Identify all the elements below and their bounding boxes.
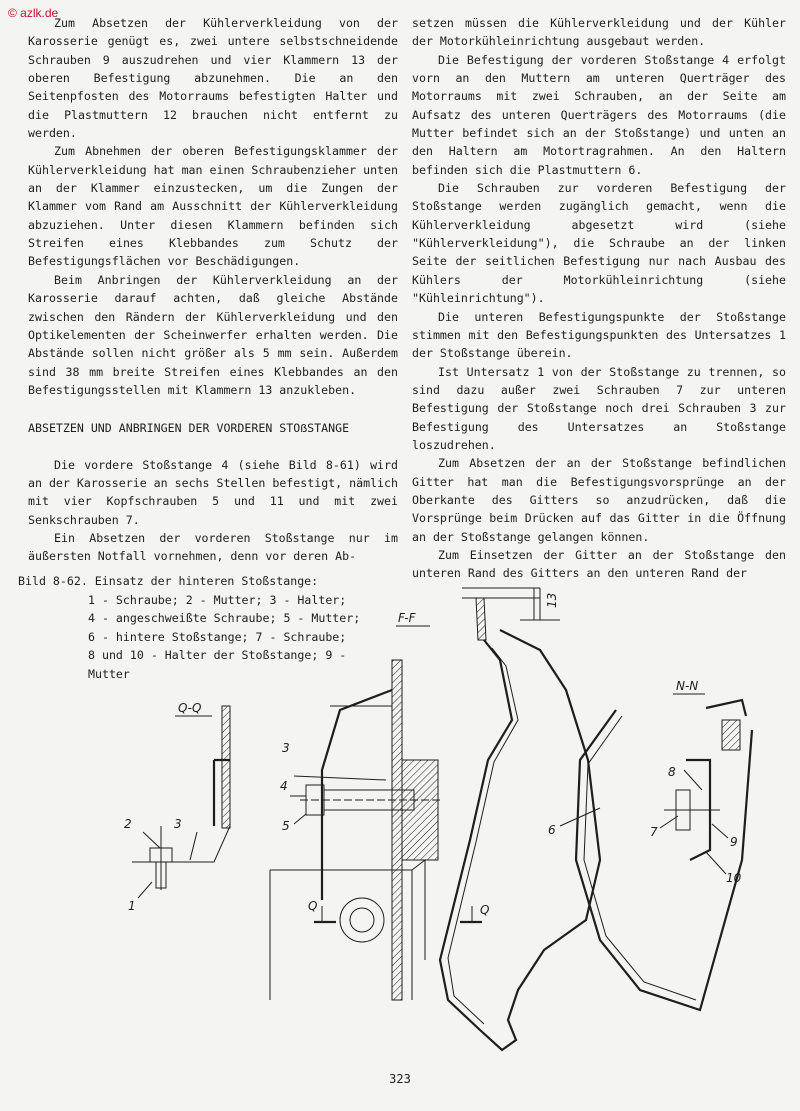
page-number: 323 (389, 1072, 411, 1086)
label-qq: Q-Q (178, 701, 202, 715)
caption-line: 1 - Schraube; 2 - Mutter; 3 - Halter; (88, 592, 347, 607)
hole (340, 898, 384, 942)
caption-line: 8 und 10 - Halter der Stoßstange; 9 - (88, 648, 347, 662)
paragraph: Zum Absetzen der an der Stoßstange befindlichen Gitter hat man die Befestigungsvorsprünge an der Oberkante des Gitters so anzudrücken, daß die Vorsprünge beim Drücken auf das Gitter in die Öffnung an der Stoßstange gelangen können. (412, 456, 786, 544)
part-number: 3 (174, 817, 182, 831)
frame (270, 870, 412, 1000)
bolt-head (350, 908, 374, 932)
bumper-inner (448, 648, 518, 1024)
flange (412, 860, 425, 960)
leader (190, 832, 197, 860)
part-number: 6 (548, 823, 556, 837)
detail-bracket (270, 660, 489, 1000)
bumper-profile (576, 710, 752, 1010)
part-number: 5 (282, 819, 290, 833)
paragraph: Beim Anbringen der Kühlerverkleidung an der Karosserie darauf achten, daß gleiche Abstände zwischen den Rändern der Kühlerverkleidung und den Optikelementen der Scheinwerfer erhalten werden. Die Abstände sollen nicht größer als 5 mm sein. Außerdem sind 38 mm breite Streifen eines Klebbandes an den Befestigungsstellen mit Klammern 13 anzukleben. (28, 272, 398, 397)
leader (684, 770, 702, 790)
dimension-label: 13 (545, 592, 559, 608)
section-label: Q (308, 899, 318, 913)
section-label: Q (480, 903, 490, 917)
dim-line (534, 588, 540, 620)
leader (706, 852, 726, 874)
part-number: 1 (128, 899, 136, 913)
paragraph: setzen müssen die Kühlerverkleidung und der Kühler der Motorkühleinrichtung ausgebaut werden. (412, 16, 786, 49)
leader (712, 824, 728, 838)
watermark: © azlk.de (8, 6, 59, 20)
paragraph: Ein Absetzen der vorderen Stoßstange nur im äußersten Notfall vornehmen, denn vor deren Ab- (28, 530, 398, 564)
detail-qq (124, 701, 230, 913)
caption-line: Mutter (88, 666, 130, 681)
label-ff: F-F (398, 611, 416, 625)
paragraph: Die Schrauben zur vorderen Befestigung der Stoßstange werden zugänglich gemacht, wenn die Kühlerverkleidung abgesetzt wird (siehe "Kühlerverkleidung"), die Schraube an der linken Seite der seitlichen Befestigung nur nach Ausbau des Kühlers der Motorkühleinrichtung (siehe "Kühleinrichtung"). (412, 181, 786, 306)
caption-title: Bild 8-62. Einsatz der hinteren Stoßstange: (18, 574, 319, 588)
leader (294, 814, 306, 824)
leader (143, 832, 160, 848)
paragraph: Zum Einsetzen der Gitter an der Stoßstange den unteren Rand des Gitters an den unteren Rand der (412, 547, 786, 581)
paragraph: Zum Abnehmen der oberen Befestigungsklammer der Kühlerverkleidung hat man einen Schraubenzieher unten an der Klammer einzustecken, um die Zungen der Klammer vom Rand am Ausschnitt der Kühlerverkleidung abzuziehen. Unter diesen Klammern befinden sich Streifen eines Klebbandes zum Schutz der Befestigungsflächen vor Beschädigungen. (28, 144, 398, 269)
panel-edge (476, 598, 486, 640)
part-number: 3 (282, 741, 290, 755)
label-nn: N-N (676, 679, 699, 693)
section-heading: ABSETZEN UND ANBRINGEN DER VORDEREN STOẞSTANGE (28, 421, 350, 436)
caption-line: 6 - hintere Stoßstange; 7 - Schraube; (88, 629, 347, 644)
leader (294, 776, 386, 780)
part-number: 4 (280, 779, 288, 793)
part-number: 9 (730, 835, 738, 849)
leader (138, 882, 152, 898)
mount (722, 720, 740, 750)
part-number: 8 (668, 765, 676, 779)
detail-nn (576, 679, 752, 1010)
caption-line: 4 - angeschweißte Schraube; 5 - Mutter; (88, 611, 361, 625)
paragraph: Die unteren Befestigungspunkte der Stoßstange stimmen mit den Befestigungspunkten des Untersatzes 1 der Stoßstange überein. (412, 309, 786, 361)
bracket-outline (322, 690, 392, 900)
paragraph: Die vordere Stoßstange 4 (siehe Bild 8-61) wird an der Karosserie an sechs Stellen befestigt, nämlich mit vier Kopfschrauben 5 und 11 und mit zwei Senkschrauben 7. (28, 457, 398, 527)
part-number: 2 (124, 817, 132, 831)
part-number: 7 (650, 825, 658, 839)
bracket-base (132, 826, 230, 862)
leader (660, 816, 678, 828)
top-panel (462, 588, 540, 598)
bumper-wall (222, 706, 230, 828)
part-number: 10 (726, 871, 742, 885)
top-bracket (706, 700, 746, 716)
paragraph: Zum Absetzen der Kühlerverkleidung von der Karosserie genügt es, zwei untere selbstschneidende Schrauben 9 auszudrehen und vier Klammern 13 der oberen Befestigung abzunehmen. Die an den Seitenpfosten des Motorraums befestigten Halter und die Plastmuttern 12 brauchen nicht entfernt zu werden. (28, 16, 398, 141)
paragraph: Die Befestigung der vorderen Stoßstange 4 erfolgt vorn an den Muttern am unteren Querträger des Motorraums mit zwei Schrauben, an der Seite am Aufsatz des unteren Querträgers des Motorraums (die Mutter befindet sich an der Stoßstange) und unten an den Haltern am Motortragrahmen. An den Haltern befinden sich die Plastmuttern 6. (412, 52, 786, 177)
paragraph: Ist Untersatz 1 von der Stoßstange zu trennen, so sind dazu außer zwei Schrauben 7 zur unteren Befestigung der Stoßstange noch drei Schrauben 3 zur Befestigung des Untersatzes an Stoßstange loszudrehen. (412, 364, 786, 452)
body-panel (392, 660, 402, 1000)
